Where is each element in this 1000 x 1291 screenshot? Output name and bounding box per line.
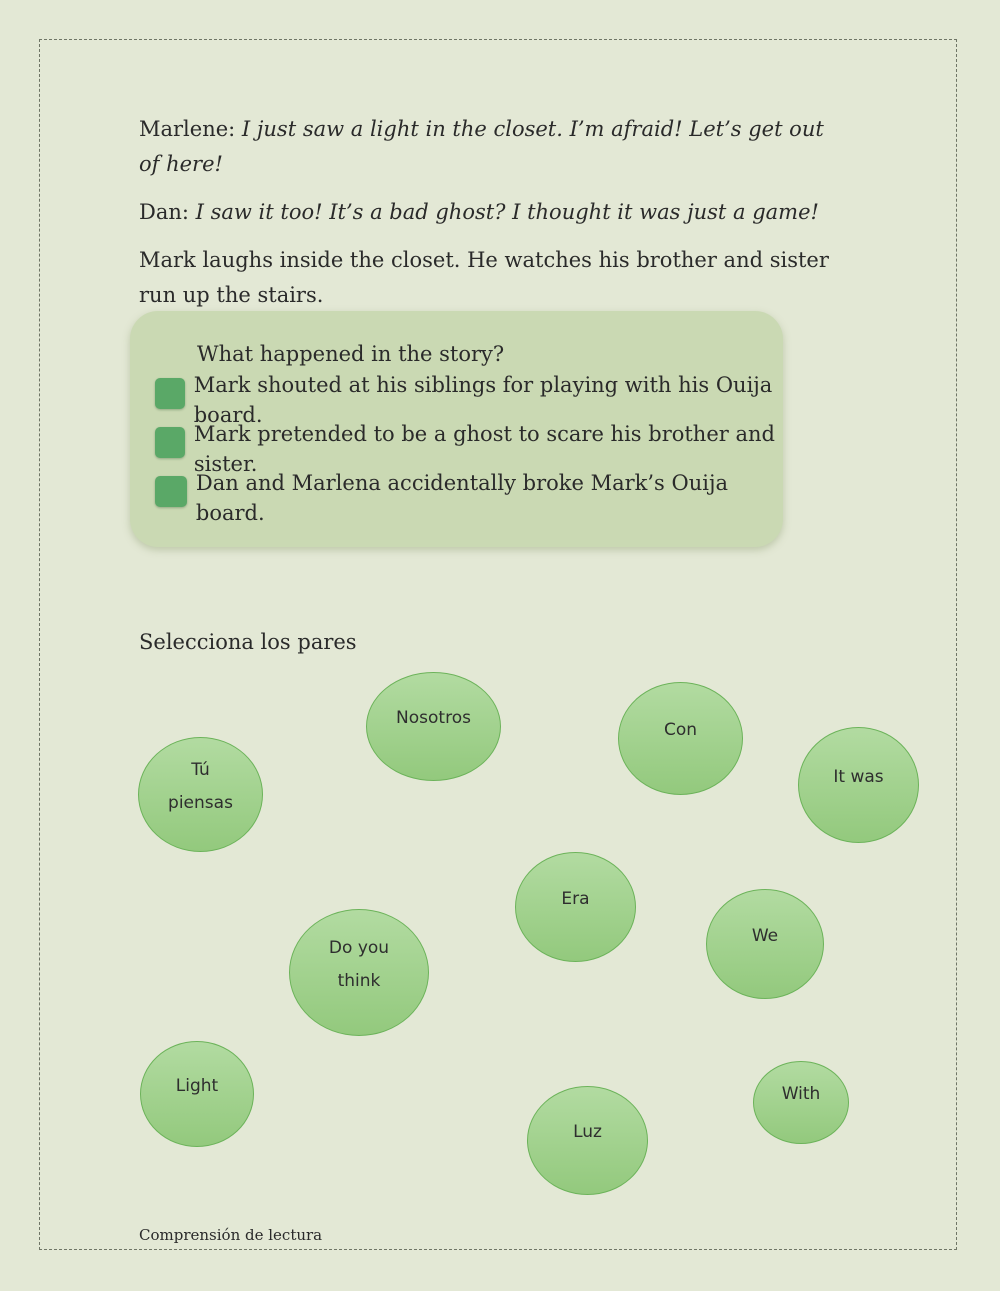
bubble-we[interactable] [706, 889, 824, 999]
quiz-option-2[interactable] [155, 422, 783, 476]
bubble-tu-piensas[interactable] [138, 737, 263, 852]
quiz-option-1[interactable] [155, 373, 783, 427]
speaker-dan: Dan: [139, 200, 196, 224]
bubble-do-you-think-label: Do you think [328, 937, 390, 991]
story-line-marlene [139, 112, 839, 182]
page-footer: Comprensión de lectura [139, 1226, 323, 1244]
bubble-it-was-label: It was [833, 766, 884, 787]
option-3-checkbox[interactable] [155, 476, 187, 507]
story-text [139, 112, 839, 326]
pairs-title: Selecciona los pares [139, 630, 357, 654]
option-2-checkbox[interactable] [155, 427, 185, 458]
option-2-label: Mark pretended to be a ghost to scare his brother and sister. [193, 422, 775, 476]
speaker-marlene: Marlene: [139, 117, 242, 141]
story-line-dan [139, 195, 839, 230]
bubble-light[interactable] [140, 1041, 254, 1147]
bubble-tu-piensas-label: Tú piensas [168, 759, 233, 813]
bubble-we-label: We [751, 925, 779, 946]
bubble-luz-label: Luz [573, 1122, 602, 1142]
marlene-dialogue: I just saw a light in the closet. I’m afraid! Let’s get out of here! [139, 117, 824, 176]
bubble-it-was[interactable] [798, 727, 919, 843]
option-1-label: Mark shouted at his siblings for playing with his Ouija board. [193, 373, 773, 427]
option-3-label: Dan and Marlena accidentally broke Mark’s Ouija board. [195, 471, 728, 525]
quiz-option-3[interactable] [155, 471, 783, 525]
bubble-era[interactable] [515, 852, 636, 962]
quiz-question: What happened in the story? [197, 342, 505, 366]
bubble-con[interactable] [618, 682, 743, 795]
bubble-con-label: Con [663, 720, 698, 740]
bubble-do-you-think[interactable] [289, 909, 429, 1036]
bubble-era-label: Era [561, 888, 590, 909]
quiz-box [130, 311, 783, 547]
bubble-nosotros[interactable] [366, 672, 501, 781]
bubble-light-label: Light [175, 1075, 219, 1096]
dan-dialogue: I saw it too! It’s a bad ghost? I thought it was just a game! [195, 200, 819, 224]
bubble-with[interactable] [753, 1061, 849, 1144]
option-1-checkbox[interactable] [155, 378, 185, 409]
bubble-with-label: With [781, 1084, 821, 1104]
bubble-luz[interactable] [527, 1086, 648, 1195]
bubble-nosotros-label: Nosotros [396, 708, 471, 728]
story-narration: Mark laughs inside the closet. He watches his brother and sister run up the stairs. [139, 248, 829, 307]
